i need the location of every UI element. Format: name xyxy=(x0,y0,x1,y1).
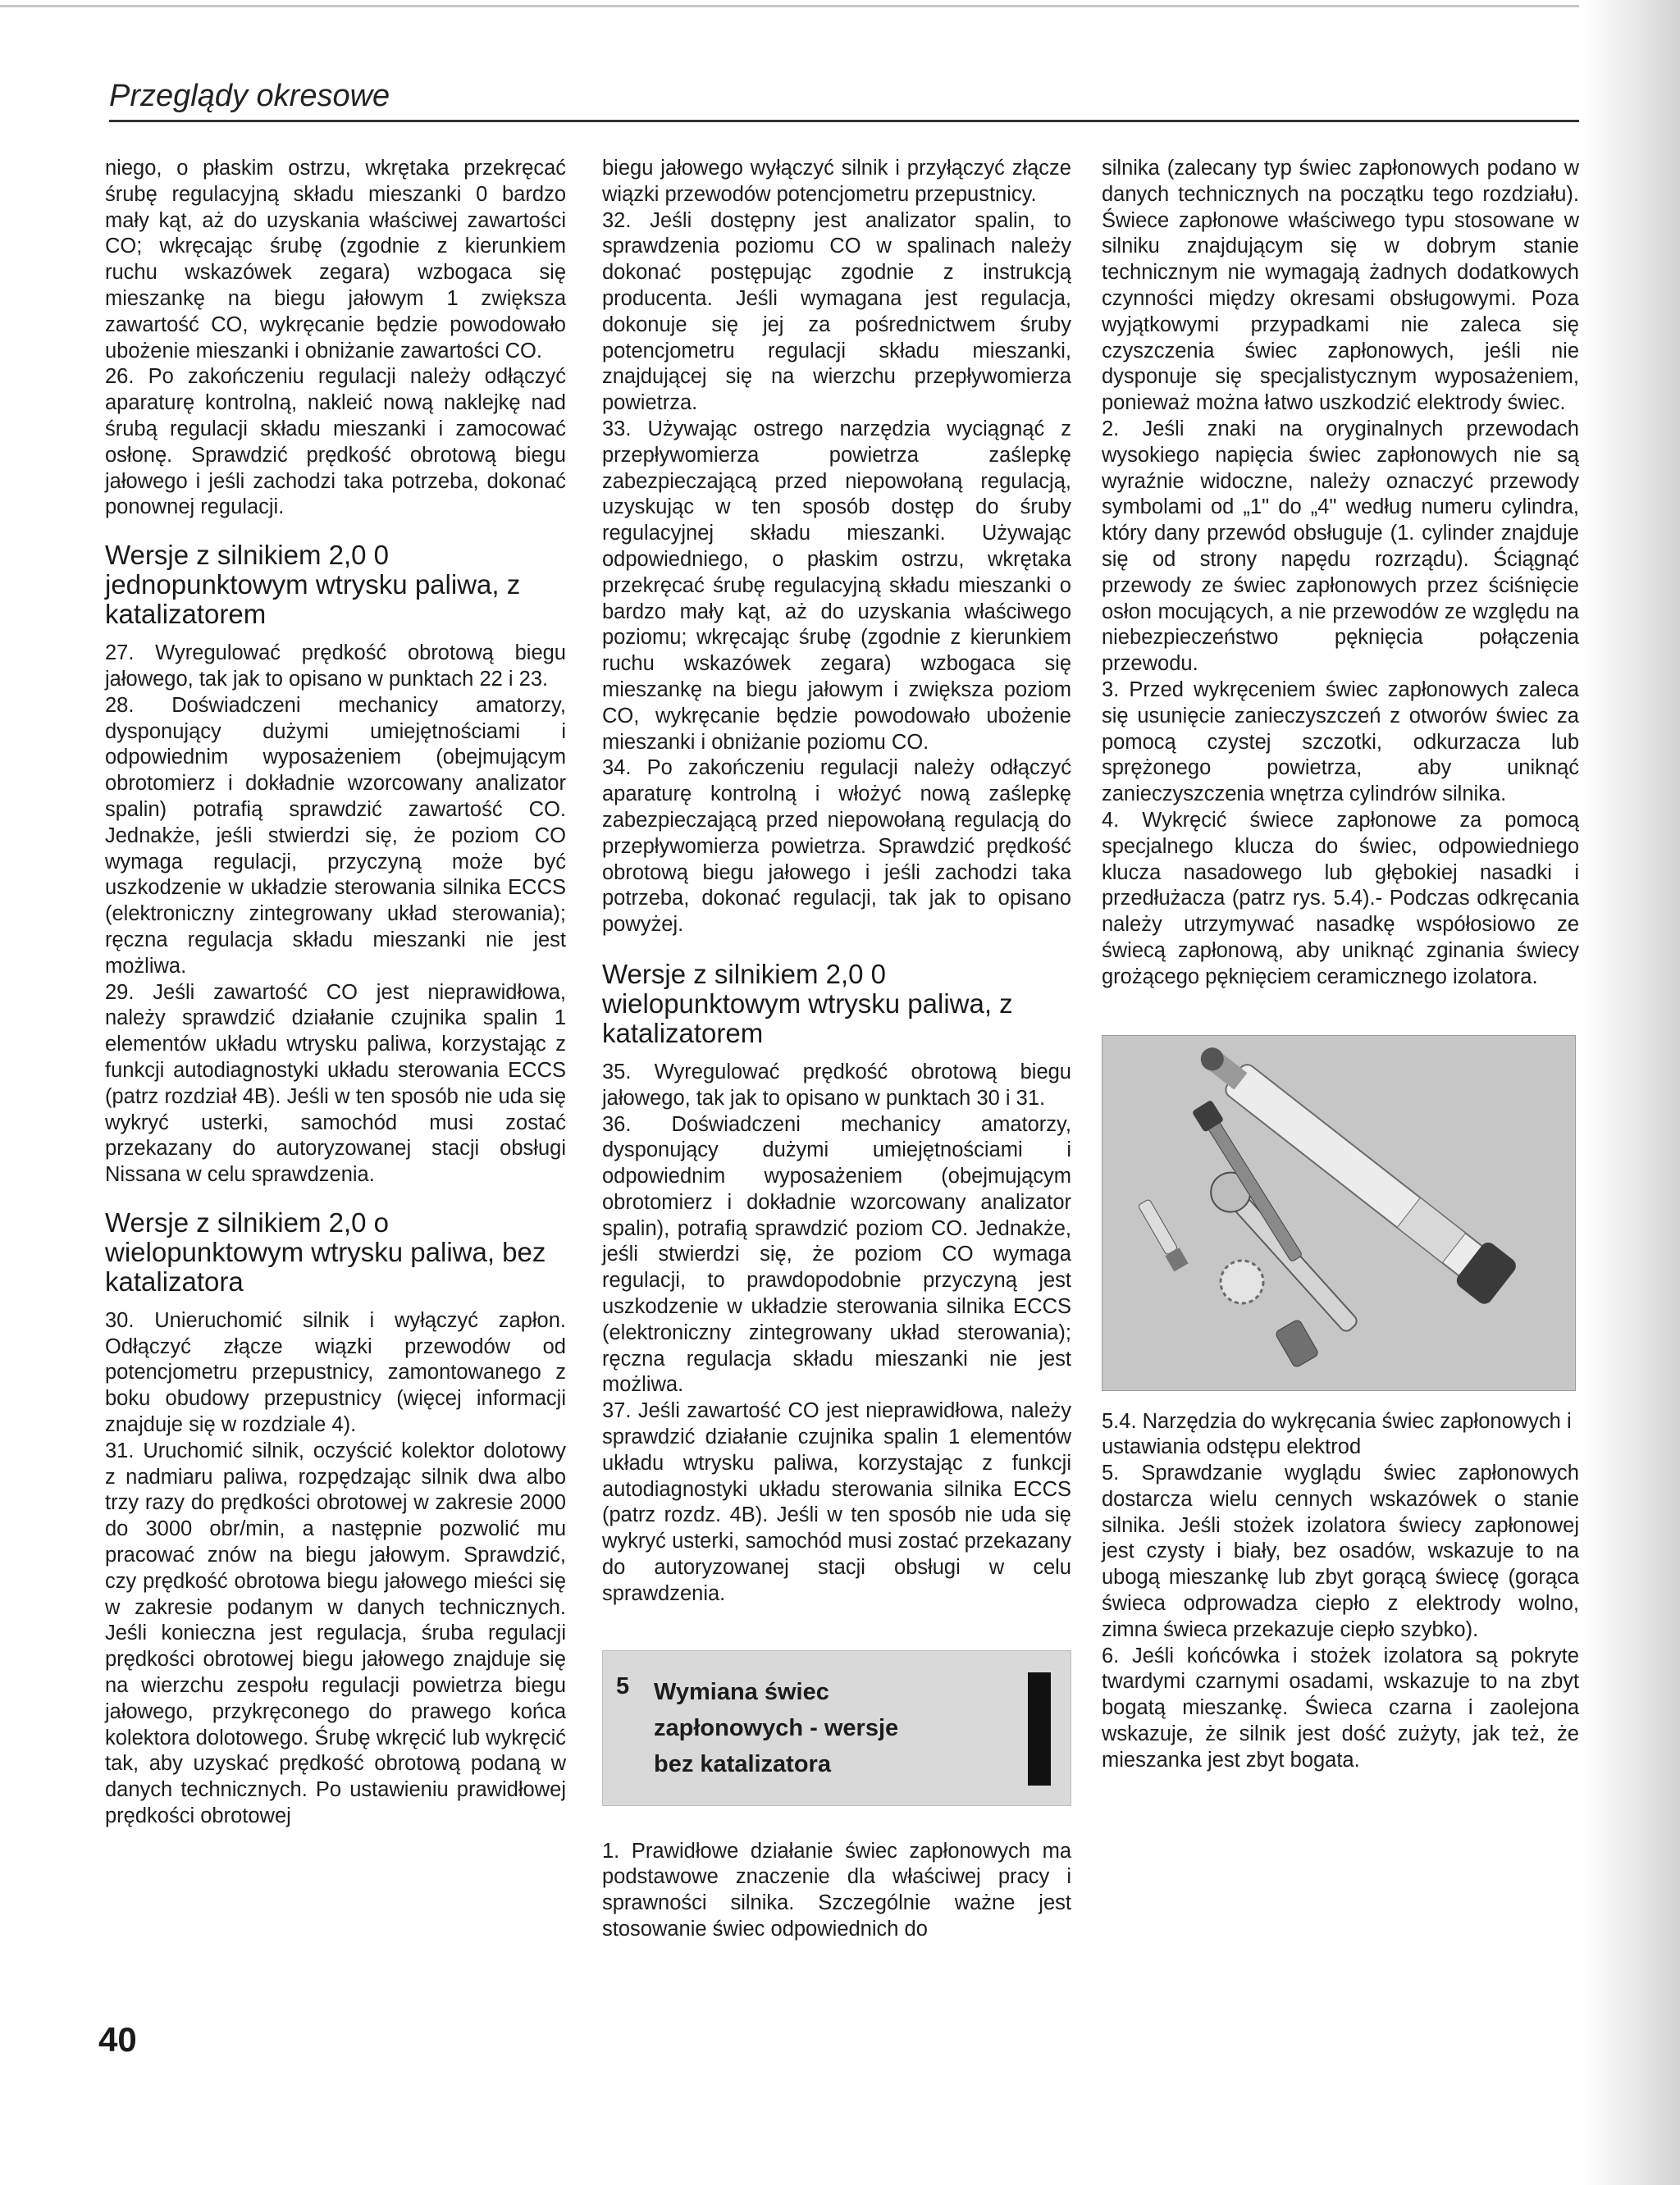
paragraph: 37. Jeśli zawartość CO jest nieprawidłowa, należy sprawdzić działanie czujnika spalin 1 elementów układu wtrysku paliwa, korzystając z funkcji autodiagnostyki układu sterowania silnika ECCS (patrz rozdz. 4B). Jeśli w ten sposób nie uda się wykryć usterki, samochód musi zostać przekazany do autoryzowanej stacji obsługi w celu sprawdzenia. xyxy=(602,1399,1071,1605)
paragraph: 34. Po zakończeniu regulacji należy odłączyć aparaturę kontrolną i włożyć nową zaślepkę zabezpieczającą przed niepowołaną regulacją do przepływomierza powietrza. Sprawdzić prędkość obrotową biegu jałowego i jeśli zachodzi taka potrzeba, dokonać regulacji, tak jak to opisano powyżej. xyxy=(602,756,1071,937)
section-number: 5 xyxy=(616,1672,630,1699)
column-2 xyxy=(602,156,1071,1943)
section-title: Wymiana świec zapłonowych - wersje bez katalizatora xyxy=(654,1678,899,1777)
column-3 xyxy=(1102,156,1579,1774)
section-box xyxy=(602,1650,1071,1806)
paragraph: 33. Używając ostrego narzędzia wyciągnąć z przepływomierza powietrza zaślepkę zabezpieczającą przed niepowołaną regulacją, uzyskując w ten sposób dostęp do śruby regulacyjnej składu mieszanki. Używając odpowiedniego, o płaskim ostrzu, wkrętaka przekręcać śrubę regulacyjną składu mieszanki o bardzo mały kąt, aż do uzyskania właściwego poziomu; wkręcając śrubę (zgodnie z kierunkiem ruchu wskazówek zegara) wzbogaca się mieszankę na biegu jałowym i zwiększa poziom CO, wykręcanie będzie powodowało ubożenie mieszanki i obniżanie poziomu CO. xyxy=(602,417,1071,754)
paragraph: 31. Uruchomić silnik, oczyścić kolektor dolotowy z nadmiaru paliwa, rozpędzając silnik dwa albo trzy razy do prędkości obrotowej w zakresie 2000 do 3000 obr/min, a następnie pozwolić mu pracować znów na biegu jałowym. Sprawdzić, czy prędkość obrotowa biegu jałowego mieści się w zakresie podanym w danych technicznych. Jeśli konieczna jest regulacja, śruba regulacji prędkości obrotowej biegu jałowego znajduje się na wierzchu zespołu regulacji powietrza biegu jałowego, przykręconego do prawego końca kolektora dolotowego. Śrubę wkręcić lub wykręcić tak, aby uzyskać prędkość obrotową podaną w danych technicznych. Po ustawieniu prawidłowej prędkości obrotowej xyxy=(105,1439,566,1828)
paragraph: 30. Unieruchomić silnik i wyłączyć zapłon. Odłączyć złącze wiązki przewodów od potencjometru przepustnicy, zamontowanego z boku obudowy przepustnicy (więcej informacji znajduje się w rozdziale 4). xyxy=(105,1308,566,1437)
paragraph: silnika (zalecany typ świec zapłonowych podano w danych technicznych na początku tego rozdziału). Świece zapłonowe właściwego typu stosowane w silniku znajdującym się w dobrym stanie technicznym nie wymagają żadnych dodatkowych czynności między okresami obsługowymi. Poza wyjątkowymi przypadkami nie zaleca się czyszczenia świec zapłonowych, jeśli nie dysponuje się specjalistycznym wyposażeniem, ponieważ można łatwo uszkodzić elektrody świec. xyxy=(1102,157,1579,415)
page-number: 40 xyxy=(98,2020,137,2059)
section-heading: Wersje z silnikiem 2,0 0 jednopunktowym wtrysku paliwa, z katalizatorem xyxy=(105,540,521,630)
paragraph: 3. Przed wykręceniem świec zapłonowych zaleca się usunięcie zanieczyszczeń z otworów świec za pomocą czystej szczotki, odkurzacza lub sprężonego powietrza, aby uniknąć zanieczyszczenia wnętrza cylindrów silnika. xyxy=(1102,677,1579,806)
page-edge-shadow xyxy=(1582,0,1680,2185)
paragraph: 29. Jeśli zawartość CO jest nieprawidłowa, należy sprawdzić działanie czujnika spalin 1 elementów układu wtrysku paliwa, korzystając z funkcji autodiagnostyki układu sterowania ECCS (patrz rozdział 4B). Jeśli w ten sposób nie uda się wykryć usterki, samochód musi zostać przekazany do autoryzowanej stacji obsługi Nissana w celu sprawdzenia. xyxy=(105,980,566,1187)
paragraph: 32. Jeśli dostępny jest analizator spalin, to sprawdzenia poziomu CO w spalinach należy dokonać postępując zgodnie z instrukcją producenta. Jeśli wymagana jest regulacja, dokonuje się jej za pośrednictwem śruby potencjometru regulacji składu mieszanki, znajdującej się na wierzchu przepływomierza powietrza. xyxy=(602,208,1071,415)
paragraph: 1. Prawidłowe działanie świec zapłonowych ma podstawowe znaczenie dla właściwej pracy i sprawności silnika. Szczególnie ważne jest stosowanie świec odpowiednich do xyxy=(602,1839,1071,1941)
paragraph: 35. Wyregulować prędkość obrotową biegu jałowego, tak jak to opisano w punktach 30 i 31. xyxy=(602,1060,1071,1110)
top-border xyxy=(0,5,1579,7)
paragraph: 6. Jeśli końcówka i stożek izolatora są pokryte twardymi czarnymi osadami, wskazuje to na zbyt bogatą mieszankę. Świeca czarna i zaolejona wskazuje, że silnik jest dość zużyty, jak też, że mieszanka jest zbyt bogata. xyxy=(1102,1644,1579,1772)
paragraph: 4. Wykręcić świece zapłonowe za pomocą specjalnego klucza do świec, odpowiedniego klucza nasadowego lub głębokiej nasadki i przedłużacza (patrz rys. 5.4).- Podczas odkręcania należy utrzymywać nasadkę współosiowo ze świecą zapłonową, aby uniknąć zginania świecy grożącego pęknięciem ceramicznego izolatora. xyxy=(1102,808,1579,988)
paragraph: biegu jałowego wyłączyć silnik i przyłączyć złącze wiązki przewodów potencjometru przepustnicy. xyxy=(602,157,1071,206)
section-heading: Wersje z silnikiem 2,0 o wielopunktowym wtrysku paliwa, bez katalizatora xyxy=(105,1207,546,1297)
running-head: Przeglądy okresowe xyxy=(109,79,390,113)
paragraph: 5. Sprawdzanie wyglądu świec zapłonowych dostarcza wielu cennych wskazówek o stanie silnika. Jeśli stożek izolatora świecy zapłonowej jest czysty i biały, bez osadów, wskazuje to na ubogą mieszankę lub zbyt gorącą świecę (gorąca świeca odprowadza ciepło z elektrody wolno, zimna świeca przekazuje ciepło szybko). xyxy=(1102,1462,1579,1641)
column-1 xyxy=(105,156,566,1830)
difficulty-bar xyxy=(1028,1672,1051,1786)
section-heading: Wersje z silnikiem 2,0 0 wielopunktowym wtrysku paliwa, z katalizatorem xyxy=(602,958,1013,1048)
paragraph: 28. Doświadczeni mechanicy amatorzy, dysponujący dużymi umiejętnościami i odpowiednim wyposażeniem (obejmującym obrotomierz i dokładnie wzorcowany analizator spalin) potrafią sprawdzić zawartość CO. Jednakże, jeśli stwierdzi się, że poziom CO wymaga regulacji, przyczyną może być uszkodzenie w układzie sterowania silnika ECCS (elektroniczny zintegrowany układ sterowania); ręczna regulacja składu mieszanki nie jest możliwa. xyxy=(105,693,566,978)
header-rule xyxy=(109,120,1579,122)
paragraph: 2. Jeśli znaki na oryginalnych przewodach wysokiego napięcia świec zapłonowych nie są wyraźnie widoczne, należy oznaczyć przewody symbolami od „1" do „4" według numeru cylindra, który dany przewód obsługuje (1. cylinder znajduje się od strony napędu rozrządu). Ściągnąć przewody ze świec zapłonowych przez ściśnięcie osłon mocujących, a nie przewodów ze względu na niebezpieczeństwo pęknięcia połączenia przewodu. xyxy=(1102,417,1579,676)
paragraph: niego, o płaskim ostrzu, wkrętaka przekręcać śrubę regulacyjną składu mieszanki 0 bardzo mały kąt, aż do uzyskania właściwej zawartości CO; wkręcając śrubę (zgodnie z kierunkiem ruchu wskazówek zegara) wzbogaca się mieszankę na biegu jałowym 1 zwiększa zawartość CO, wykręcanie będzie powodowało ubożenie mieszanki i obniżanie zawartości CO. xyxy=(105,157,566,363)
paragraph: 26. Po zakończeniu regulacji należy odłączyć aparaturę kontrolną, nakleić nową naklejkę nad śrubą regulacji składu mieszanki i zamocować osłonę. Sprawdzić prędkość obrotową biegu jałowego i jeśli zachodzi taka potrzeba, dokonać ponownej regulacji. xyxy=(105,365,566,519)
figure xyxy=(1102,1035,1579,1462)
tools-photo xyxy=(1102,1035,1576,1391)
paragraph: 27. Wyregulować prędkość obrotową biegu jałowego, tak jak to opisano w punktach 22 i 23. xyxy=(105,641,566,691)
paragraph: 36. Doświadczeni mechanicy amatorzy, dysponujący dużymi umiejętnościami i odpowiednim wyposażeniem (obejmującym obrotomierz i dokładnie wzorcowany analizator spalin), potrafią sprawdzić poziom CO. Jednakże, jeśli stwierdzi się, że poziom CO wymaga regulacji, to prawdopodobnie przyczyną jest uszkodzenie w układzie sterowania silnika ECCS (elektroniczny zintegrowany układ sterowania); ręczna regulacja składu mieszanki nie jest możliwa. xyxy=(602,1112,1071,1397)
figure-caption: 5.4. Narzędzia do wykręcania świec zapłonowych i ustawiania odstępu elektrod xyxy=(1102,1409,1572,1459)
